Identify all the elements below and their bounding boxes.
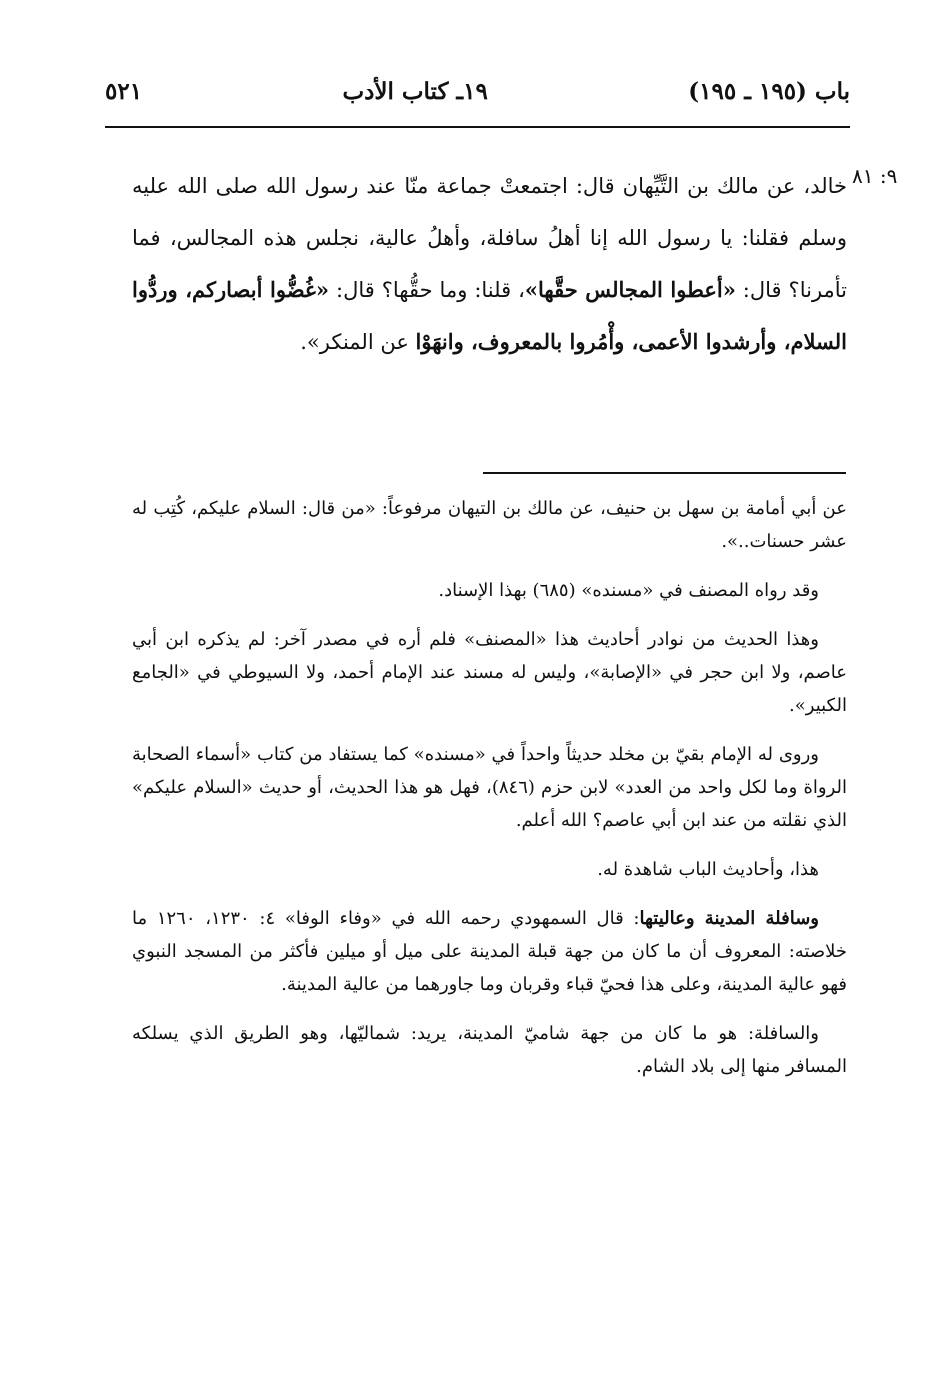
footnote-paragraph: عن أبي أمامة بن سهل بن حنيف، عن مالك بن التيهان مرفوعاً: «من قال: السلام عليكم، كُتِب له عشر حسنات..». [132, 498, 847, 552]
hadith-number: ٩: ٨١ [852, 164, 898, 188]
footnote-paragraph: والسافلة: هو ما كان من جهة شاميّ المدينة، يريد: شماليّها، وهو الطريق الذي يسلكه المسافر منها إلى بلاد الشام. [132, 1023, 847, 1077]
footnote-bold-term: وسافلة المدينة وعاليتها [639, 908, 819, 929]
footnotes [132, 492, 847, 1099]
header-book-title: ١٩ـ كتاب الأدب [342, 78, 488, 105]
hadith-text [132, 160, 847, 368]
footnote-paragraph: وروى له الإمام بقيّ بن مخلد حديثاً واحداً في «مسنده» كما يستفاد من كتاب «أسماء الصحابة الرواة وما لكل واحد من العدد» لابن حزم (٨٤٦)، فهل هو هذا الحديث، أو حديث «السلام عليكم» الذي نقلته من عند ابن أبي عاصم؟ الله أعلم. [132, 744, 848, 831]
footnote-paragraph: وقد رواه المصنف في «مسنده» (٦٨٥) بهذا الإسناد. [438, 580, 819, 601]
running-header [105, 78, 850, 105]
footnote-paragraph [132, 902, 847, 1001]
footnote-divider [483, 472, 846, 474]
footnote-paragraph: هذا، وأحاديث الباب شاهدة له. [597, 859, 819, 880]
header-chapter-range: باب (١٩٥ ـ ١٩٥) [688, 78, 850, 105]
page-number: ٥٢١ [105, 78, 143, 105]
hadith-bold-saying-2: «غُضُّوا أبصاركم، وردُّوا السلام، وأرشدوا الأعمى، وأْمُروا بالمعروف، وانهَوْا [132, 277, 847, 354]
footnote-paragraph: وهذا الحديث من نوادر أحاديث هذا «المصنف» فلم أره في مصدر آخر: لم يذكره ابن أبي عاصم، ولا ابن حجر في «الإصابة»، وليس له مسند عند الإمام أحمد، ولا السيوطي في «الجامع الكبير». [132, 629, 847, 716]
hadith-text-part3: عن المنكر». [300, 330, 416, 354]
header-divider [105, 126, 850, 128]
hadith-text-part2: ، قلنا: وما حقُّها؟ قال: [329, 278, 525, 302]
hadith-bold-saying-1: «أعطوا المجالس حقَّها» [524, 277, 736, 302]
footnote-text: : قال السمهودي رحمه الله في «وفاء الوفا» ٤: ١٢٣٠، ١٢٦٠ ما خلاصته: المعروف أن ما كان من جهة قبلة المدينة على ميل أو ميلين فأكثر من المسجد النبوي فهو عالية المدينة، وعلى هذا فحيّ قباء وقربان وما جاورهما من عالية المدينة. [132, 908, 847, 995]
hadith-text-part1: خالد، عن مالك بن التَّيِّهان قال: اجتمعتْ جماعة منّا عند رسول الله صلى الله عليه وسلم فقلنا: يا رسول الله إنا أهلُ سافلة، وأهلُ عالية، نجلس هذه المجالس، فما تأمرنا؟ قال: [132, 174, 848, 302]
